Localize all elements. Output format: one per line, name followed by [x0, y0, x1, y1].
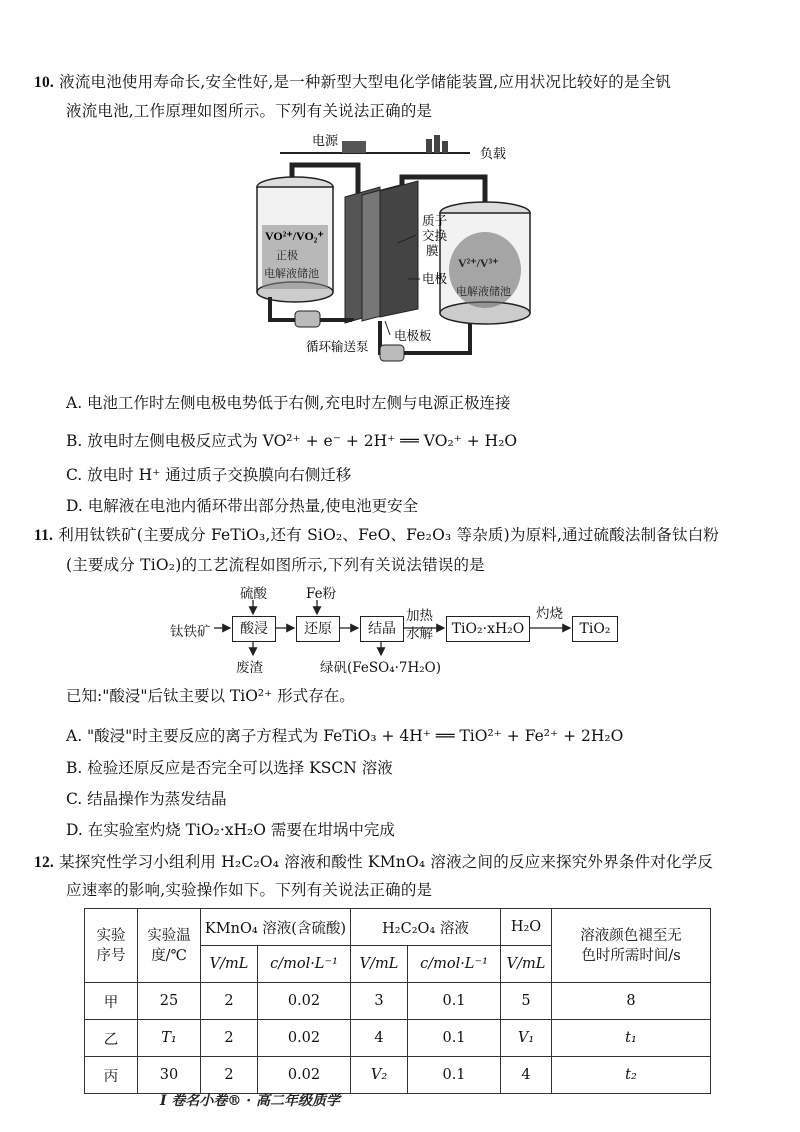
flow-start: 钛铁矿: [170, 624, 211, 640]
flow-step-hydrate: TiO₂·xH₂O: [446, 616, 530, 642]
q12-line2: 应速率的影响,实验操作如下。下列有关说法正确的是: [66, 881, 433, 899]
q10-option-c: C. 放电时 H⁺ 通过质子交换膜向右侧迁移: [66, 466, 352, 484]
q10-option-b: B. 放电时左侧电极反应式为 VO²⁺ + e⁻ + 2H⁺ ══ VO₂⁺ + H₂O: [66, 432, 518, 450]
flow-step-acid-leach: 酸浸: [232, 616, 276, 642]
svg-text:电源: 电源: [312, 134, 339, 149]
q12-line1: 12. 某探究性学习小组利用 H₂C₂O₄ 溶液和酸性 KMnO₄ 溶液之间的反应来探究外界条件对化学反: [34, 853, 714, 871]
svg-text:交换: 交换: [422, 228, 448, 243]
svg-text:膜: 膜: [426, 243, 439, 258]
svg-text:循环输送泵: 循环输送泵: [306, 339, 369, 354]
q11-option-b: B. 检验还原反应是否完全可以选择 KSCN 溶液: [66, 759, 393, 777]
q11-known: 已知:"酸浸"后钛主要以 TiO²⁺ 形式存在。: [66, 687, 355, 705]
svg-text:电极板: 电极板: [394, 328, 432, 343]
q10-line2: 液流电池,工作原理如图所示。下列有关说法正确的是: [66, 102, 433, 120]
process-flow-diagram: 硫酸 Fe粉 钛铁矿 酸浸 还原 结晶 加热 水解 TiO₂·xH₂O 灼烧 TiO₂ 废渣 绿矾(FeSO₄·7H₂O): [170, 582, 630, 674]
flow-step-reduce: 还原: [296, 616, 340, 642]
right-pump-icon: [380, 345, 404, 361]
power-source-icon: [342, 141, 366, 153]
table-row: 丙 30 2 0.02 V₂ 0.1 4 t₂: [85, 1057, 711, 1094]
svg-text:电解液储池: 电解液储池: [456, 285, 511, 298]
left-pump-icon: [295, 311, 320, 327]
q10-number: 10.: [34, 74, 54, 91]
q11-option-c: C. 结晶操作为蒸发结晶: [66, 790, 227, 808]
table-row: 甲 25 2 0.02 3 0.1 5 8: [85, 983, 711, 1020]
table-row: 乙 T₁ 2 0.02 4 0.1 V₁ t₁: [85, 1020, 711, 1057]
q10-line1: 10. 液流电池使用寿命长,安全性好,是一种新型大型电化学储能装置,应用状况比较好的是全钒: [34, 73, 672, 91]
svg-text:电极: 电极: [422, 271, 448, 286]
flow-step-product: TiO₂: [572, 616, 618, 642]
left-tank-ions: VO²⁺/VO₂⁺: [265, 229, 324, 243]
svg-text:正极: 正极: [276, 249, 298, 262]
q11-option-d: D. 在实验室灼烧 TiO₂·xH₂O 需要在坩埚中完成: [66, 821, 395, 839]
q10-option-a: A. 电池工作时左侧电极电势低于右侧,充电时左侧与电源正极连接: [66, 394, 511, 412]
q11-option-a: A. "酸浸"时主要反应的离子方程式为 FeTiO₃ + 4H⁺ ══ TiO²⁺ + Fe²⁺ + 2H₂O: [66, 727, 624, 745]
q11-line1: 11. 利用钛铁矿(主要成分 FeTiO₃,还有 SiO₂、FeO、Fe₂O₃ 等杂质)为原料,通过硫酸法制备钛白粉: [34, 526, 720, 544]
flow-battery-figure: [240, 125, 540, 383]
load-icon: [442, 141, 448, 153]
q11-line2: (主要成分 TiO₂)的工艺流程如图所示,下列有关说法错误的是: [66, 556, 485, 574]
q10-option-d: D. 电解液在电池内循环带出部分热量,使电池更安全: [66, 497, 419, 515]
right-tank-ions: V²⁺/V³⁺: [458, 256, 499, 270]
svg-text:质子: 质子: [422, 213, 448, 228]
page-footer: I 卷名小卷® · 高二年级质学: [160, 1093, 341, 1109]
svg-text:电解液储池: 电解液储池: [264, 267, 319, 280]
flow-step-crystallize: 结晶: [360, 616, 404, 642]
experiment-table: 实验 序号 实验温 度/℃ KMnO₄ 溶液(含硫酸) H₂C₂O₄ 溶液 H₂O 溶液颜色褪至无 色时所需时间/s V/mL c/mol·L⁻¹ V/mL c/mol·L⁻¹ V/mL 甲 25 2 0.02 3 0.1 5 8 乙 T₁ 2 0.02 4 0.1 V₁ t₁ 丙 30 2 0.02 V₂ 0.1 4 t₂: [84, 908, 711, 1094]
svg-text:负载: 负载: [480, 147, 507, 162]
